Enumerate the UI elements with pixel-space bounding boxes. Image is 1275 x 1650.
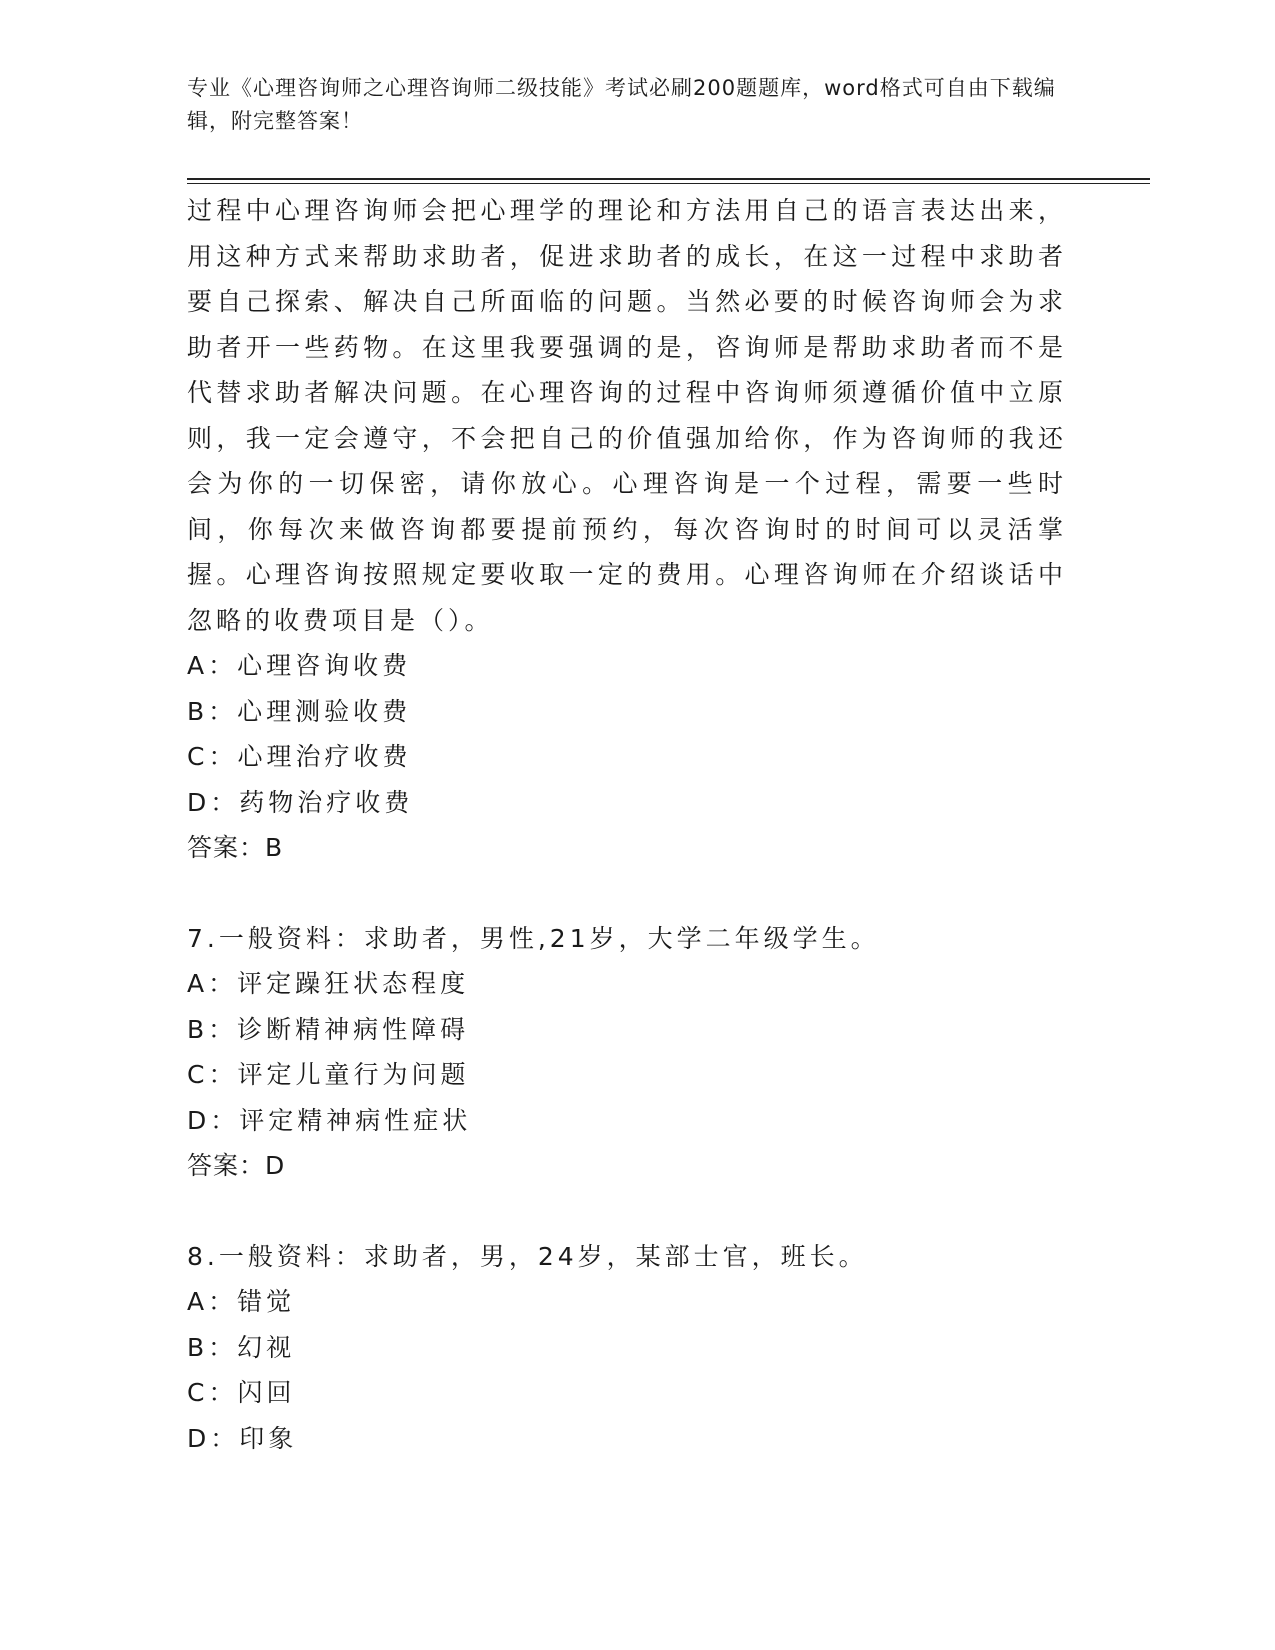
option-d: D：药物治疗收费: [187, 787, 414, 817]
option-c: C：闪回: [187, 1378, 296, 1407]
option-b: B：心理测验收费: [187, 696, 412, 726]
answer-line: 答案：D: [187, 1151, 286, 1180]
option-d: D：印象: [187, 1423, 298, 1453]
spacer: [187, 871, 1067, 916]
document-header: 专业《心理咨询师之心理咨询师二级技能》考试必刷200题题库，word格式可自由下载编辑，附完整答案！: [187, 76, 1056, 133]
question-6: [187, 188, 1067, 871]
question-7: [187, 916, 1067, 1189]
option-a: A：错觉: [187, 1287, 296, 1316]
question-stem: 8.一般资料：求助者，男，24岁，某部士官，班长。: [187, 1241, 868, 1271]
option-a: A：心理咨询收费: [187, 651, 412, 680]
spacer: [187, 1189, 1067, 1234]
answer-line: 答案：B: [187, 833, 284, 862]
option-a: A：评定躁狂状态程度: [187, 969, 470, 998]
header-rule-thick: [187, 178, 1150, 180]
option-b: B：幻视: [187, 1332, 296, 1362]
question-stem: 过程中心理咨询师会把心理学的理论和方法用自己的语言表达出来，用这种方式来帮助求助者，促进求助者的成长，在这一过程中求助者要自己探索、解决自己所面临的问题。当然必要的时候咨询师会为求助者开一些药物。在这里我要强调的是，咨询师是帮助求助者而不是代替求助者解决问题。在心理咨询的过程中咨询师须遵循价值中立原则，我一定会遵守，不会把自己的价值强加给你，作为咨询师的我还会为你的一切保密，请你放心。心理咨询是一个过程，需要一些时间，你每次来做咨询都要提前预约，每次咨询时的时间可以灵活掌握。心理咨询按照规定要收取一定的费用。心理咨询师在介绍谈话中忽略的收费项目是（）。: [187, 196, 1067, 635]
question-8: [187, 1234, 1067, 1462]
option-c: C：评定儿童行为问题: [187, 1060, 470, 1089]
header-rule-thin: [187, 183, 1150, 184]
option-b: B：诊断精神病性障碍: [187, 1014, 470, 1044]
question-stem: 7.一般资料：求助者，男性,21岁，大学二年级学生。: [187, 923, 880, 953]
document-body: [187, 188, 1067, 1461]
option-c: C：心理治疗收费: [187, 742, 412, 771]
option-d: D：评定精神病性症状: [187, 1105, 472, 1135]
